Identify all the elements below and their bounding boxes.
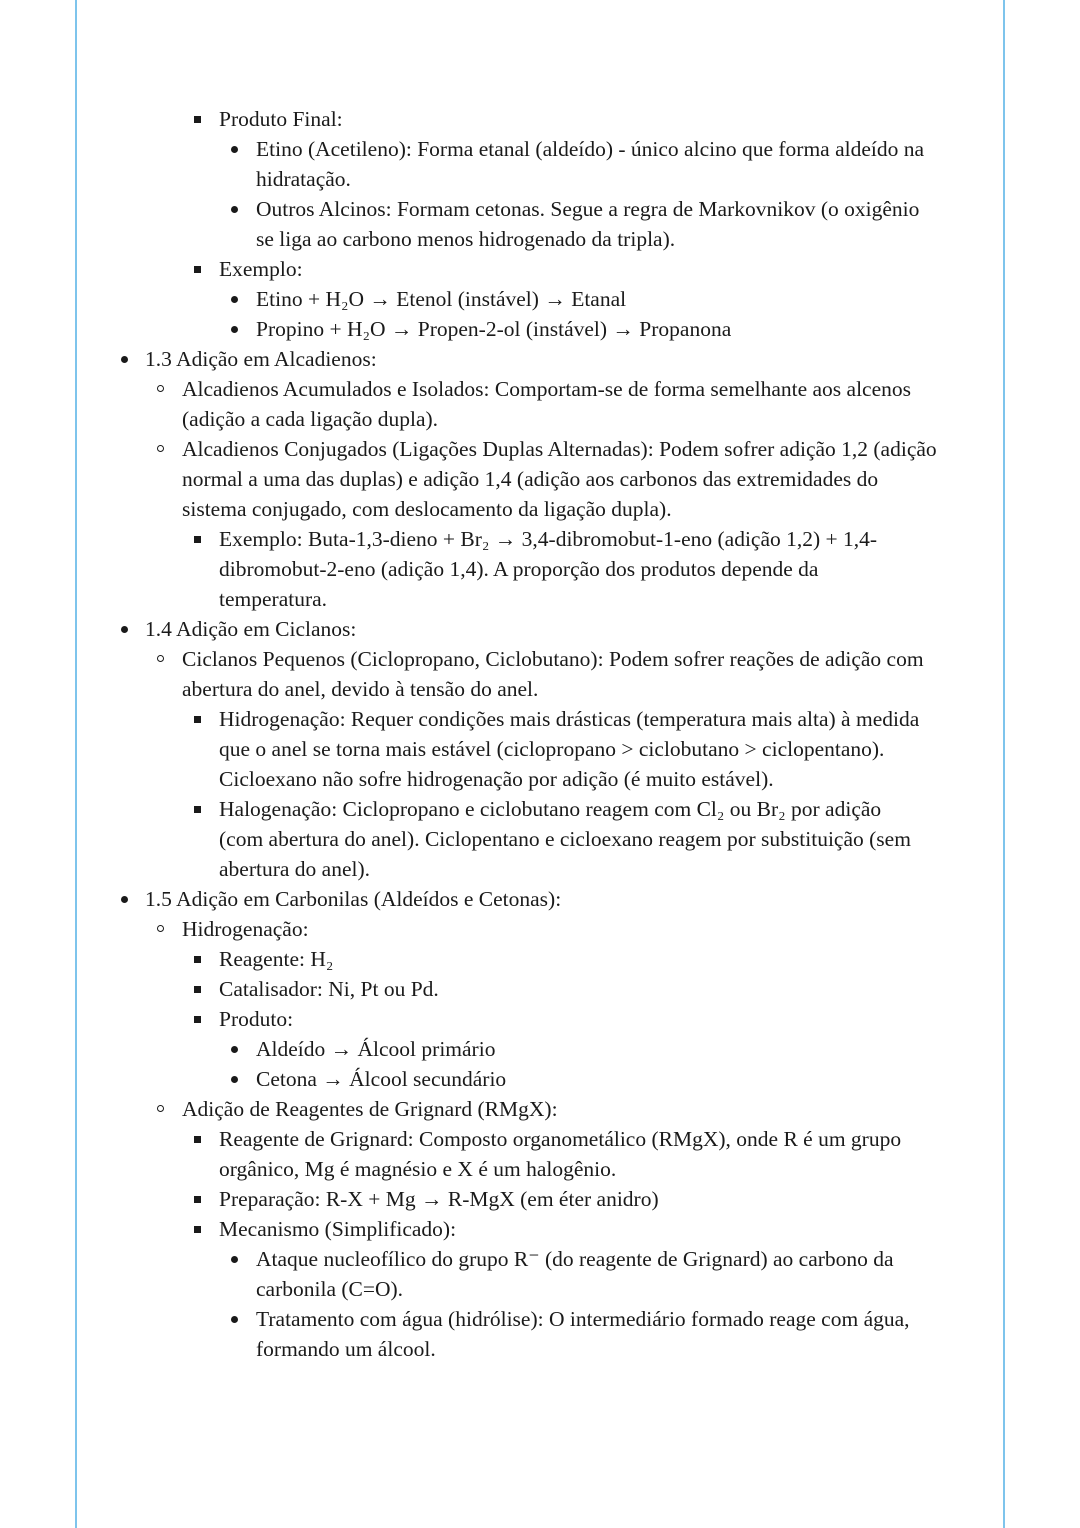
- list-item-text: (com abertura do anel). Ciclopentano e cicloexano reagem por substituição (sem: [219, 827, 911, 851]
- list-item-text: formando um álcool.: [256, 1337, 436, 1361]
- list-item-text: Etino (Acetileno): Forma etanal (aldeído) - único alcino que forma aldeído na: [256, 137, 925, 161]
- list-item-text: sistema conjugado, com deslocamento da ligação dupla).: [182, 497, 672, 521]
- list-item-text: Alcadienos Conjugados (Ligações Duplas Alternadas): Podem sofrer adição 1,2 (adição: [182, 437, 937, 461]
- list-item-text: Tratamento com água (hidrólise): O intermediário formado reage com água,: [256, 1307, 910, 1331]
- list-item-text: normal a uma das duplas) e adição 1,4 (adição aos carbonos das extremidades do: [182, 467, 879, 491]
- list-item-text: abertura do anel).: [219, 857, 371, 881]
- list-item-text: Cetona → Álcool secundário: [256, 1067, 507, 1091]
- list-item-text: carbonila (C=O).: [256, 1277, 404, 1301]
- list-item-text: dibromobut-2-eno (adição 1,4). A proporção dos produtos depende da: [219, 557, 819, 581]
- list-item-text: Mecanismo (Simplificado):: [219, 1217, 457, 1241]
- list-item-text: abertura do anel, devido à tensão do anel.: [182, 677, 539, 701]
- list-item-text: Exemplo:: [219, 257, 303, 281]
- list-item-text: Propino + H₂O → Propen-2-ol (instável) → Propanona: [256, 317, 732, 341]
- page-border-left: [75, 0, 77, 1528]
- list-item-text: Outros Alcinos: Formam cetonas. Segue a regra de Markovnikov (o oxigênio: [256, 197, 920, 221]
- list-item-text: Produto:: [219, 1007, 294, 1031]
- list-item-text: Produto Final:: [219, 107, 343, 131]
- list-item-text: Preparação: R-X + Mg → R-MgX (em éter anidro): [219, 1187, 659, 1211]
- list-item-text: 1.5 Adição em Carbonilas (Aldeídos e Cetonas):: [145, 887, 562, 911]
- list-item-text: 1.3 Adição em Alcadienos:: [145, 347, 377, 371]
- list-item-text: 1.4 Adição em Ciclanos:: [145, 617, 357, 641]
- list-item-text: Aldeído → Álcool primário: [256, 1037, 496, 1061]
- list-item-text: Cicloexano não sofre hidrogenação por adição (é muito estável).: [219, 767, 774, 791]
- list-item-text: Halogenação: Ciclopropano e ciclobutano reagem com Cl₂ ou Br₂ por adição: [219, 797, 882, 821]
- list-item-text: temperatura.: [219, 587, 328, 611]
- page-border-right: [1003, 0, 1005, 1528]
- list-item-text: Reagente de Grignard: Composto organometálico (RMgX), onde R é um grupo: [219, 1127, 902, 1151]
- list-item-text: Reagente: H₂: [219, 947, 334, 971]
- list-item-text: orgânico, Mg é magnésio e X é um halogênio.: [219, 1157, 617, 1181]
- list-item-text: (adição a cada ligação dupla).: [182, 407, 439, 431]
- list-item-text: Ciclanos Pequenos (Ciclopropano, Ciclobutano): Podem sofrer reações de adição com: [182, 647, 924, 671]
- list-item-text: Hidrogenação:: [182, 917, 309, 941]
- list-item-text: Catalisador: Ni, Pt ou Pd.: [219, 977, 439, 1001]
- list-item-text: se liga ao carbono menos hidrogenado da tripla).: [256, 227, 676, 251]
- list-item-text: Alcadienos Acumulados e Isolados: Comportam-se de forma semelhante aos alcenos: [182, 377, 912, 401]
- list-item-text: hidratação.: [256, 167, 351, 191]
- list-item-text: Hidrogenação: Requer condições mais drásticas (temperatura mais alta) à medida: [219, 707, 920, 731]
- list-item-text: Exemplo: Buta-1,3-dieno + Br₂ → 3,4-dibromobut-1-eno (adição 1,2) + 1,4-: [219, 527, 878, 551]
- list-item-text: Etino + H₂O → Etenol (instável) → Etanal: [256, 287, 627, 311]
- list-item-text: Adição de Reagentes de Grignard (RMgX):: [182, 1097, 558, 1121]
- list-item-text: Ataque nucleofílico do grupo R⁻ (do reagente de Grignard) ao carbono da: [256, 1247, 894, 1271]
- list-item-text: que o anel se torna mais estável (ciclopropano > ciclobutano > ciclopentano).: [219, 737, 885, 761]
